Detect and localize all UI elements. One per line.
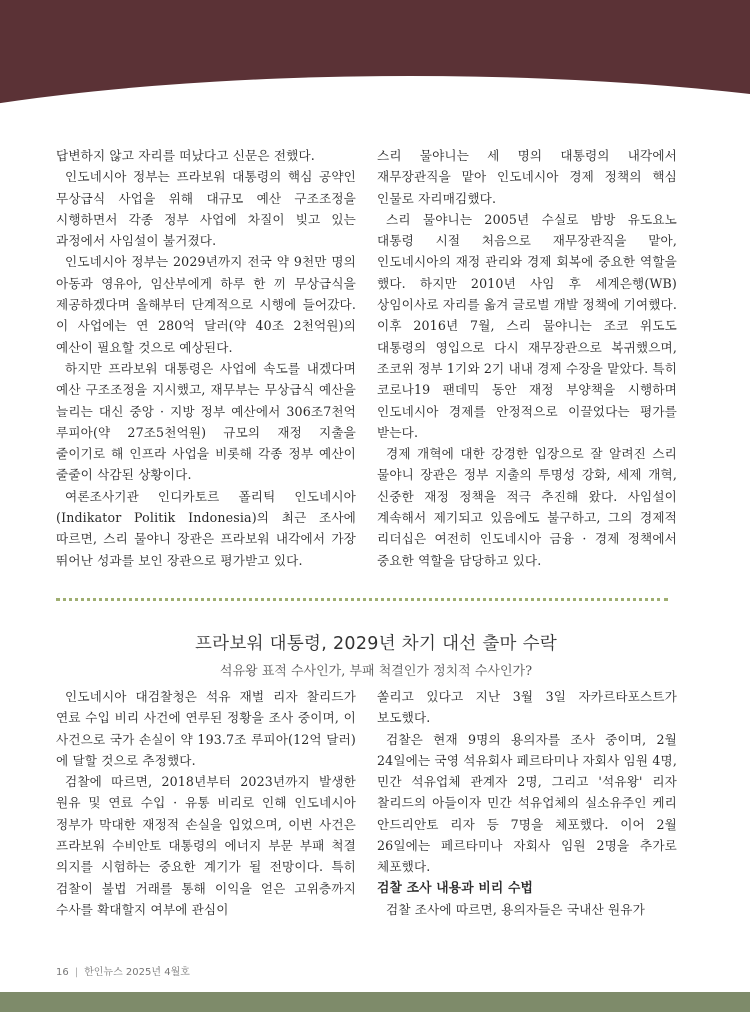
paragraph: 검찰에 따르면, 2018년부터 2023년까지 발생한 원유 및 연료 수입 · 유통 비리로 인해 인도네시아 정부가 막대한 재정적 손실을 입었으며, 이번 사건은 프라보워 수비안토 대통령의 에너지 부문 부패 척결 의지를 시험하는 중요한 계기가 될 전망이다. 특히 검찰이 불법 거래를 통해 이익을 얻은 고위층까지 수사를 확대할지 여부에 관심이 (56, 774, 356, 917)
paragraph: 경제 개혁에 대한 강경한 입장으로 잘 알려진 스리 물야니 장관은 정부 지출의 투명성 강화, 세제 개혁, 신중한 재정 정책을 적극 추진해 왔다. 사임설이 계속해서 제기되고 있음에도 불구하고, 그의 경제적 리더십은 여전히 인도네시아 금융 · 경제 정책에서 중요한 역할을 담당하고 있다. (377, 446, 677, 568)
footer-separator: | (74, 967, 79, 978)
paragraph: 쏠리고 있다고 지난 3월 3일 자카르타포스트가 보도했다. (377, 689, 677, 726)
paragraph: 인도네시아 정부는 프라보워 대통령의 핵심 공약인 무상급식 사업을 위해 대규모 예산 구조조정을 시행하면서 각종 정부 사업에 차질이 빚고 있는 과정에서 사임설이 불거졌다. (56, 169, 356, 249)
paragraph: 스리 물야니는 세 명의 대통령의 내각에서 재무장관직을 맡아 인도네시아 경제 정책의 핵심 인물로 자리매김했다. (377, 148, 677, 206)
paragraph: 검찰은 현재 9명의 용의자를 조사 중이며, 2월 24일에는 국영 석유회사 페르타미나 자회사 임원 4명, 민간 석유업체 관계자 2명, 그리고 '석유왕' 리자 찰리드의 아들이자 민간 석유업체의 실소유주인 케리 안드리안토 리자 등 7명을 체포했다. 이어 2월 26일에는 페르타미나 자회사 임원 2명을 추가로 체포했다. (377, 731, 677, 875)
article1-left-column (56, 145, 356, 571)
paragraph: 여론조사기관 인디카토르 폴리틱 인도네시아(Indikator Politik Indonesia)의 최근 조사에 따르면, 스리 물야니 장관은 프라보워 내각에서 가장 뛰어난 성과를 보인 장관으로 평가받고 있다. (56, 488, 356, 568)
paragraph: 인도네시아 정부는 2029년까지 전국 약 9천만 명의 아동과 영유아, 임산부에게 하루 한 끼 무상급식을 제공하겠다며 올해부터 단계적으로 시행에 들어갔다. 이 사업에는 연 280억 달러(약 40조 2천억원)의 예산이 필요할 것으로 예상된다. (56, 254, 356, 355)
page-footer (56, 963, 190, 978)
footer-band (0, 992, 750, 1012)
section-heading: 검찰 조사 내용과 비리 수법 (377, 880, 534, 896)
article-title: 프라보워 대통령, 2029년 차기 대선 출마 수락 (194, 634, 558, 654)
paragraph: 검찰 조사에 따르면, 용의자들은 국내산 원유가 (386, 901, 645, 917)
publication-name: 한인뉴스 2025년 4월호 (84, 967, 190, 978)
paragraph: 답변하지 않고 자리를 떠났다고 신문은 전했다. (56, 148, 315, 163)
article-subtitle: 석유왕 표적 수사인가, 부패 척결인가 정치적 수사인가? (219, 664, 533, 679)
page-number: 16 (56, 967, 69, 978)
article2-right-column (377, 686, 677, 920)
article1-right-column (377, 145, 677, 571)
article2-left-column (56, 686, 356, 920)
paragraph: 인도네시아 대검찰청은 석유 재벌 리자 찰리드가 연료 수입 비리 사건에 연루된 정황을 조사 중이며, 이 사건으로 국가 손실이 약 193.7조 루피아(12억 달러)에 달할 것으로 추정했다. (56, 689, 356, 768)
paragraph: 스리 물야니는 2005년 수실로 밤방 유도요노 대통령 시절 처음으로 재무장관직을 맡아, 인도네시아의 재정 관리와 경제 회복에 중요한 역할을 했다. 하지만 2010년 사임 후 세계은행(WB) 상임이사로 자리를 옮겨 글로벌 개발 정책에 기여했다. 이후 2016년 7월, 스리 물야니는 조코 위도도 대통령의 영입으로 다시 재무장관으로 복귀했으며, 조코위 정부 1기와 2기 내내 경제 수장을 맡았다. 특히 코로나19 팬데믹 동안 재정 부양책을 시행하며 인도네시아 경제를 안정적으로 이끌었다는 평가를 받는다. (377, 211, 678, 440)
paragraph: 하지만 프라보워 대통령은 사업에 속도를 내겠다며 예산 구조조정을 지시했고, 재무부는 무상급식 예산을 늘리는 대신 중앙 · 지방 정부 예산에서 306조7천억 루피아(약 27조5천억원) 규모의 재정 지출을 줄이기로 해 인프라 사업을 비롯해 각종 정부 예산이 줄줄이 삭감된 상황이다. (56, 360, 356, 483)
section-divider (56, 598, 668, 601)
